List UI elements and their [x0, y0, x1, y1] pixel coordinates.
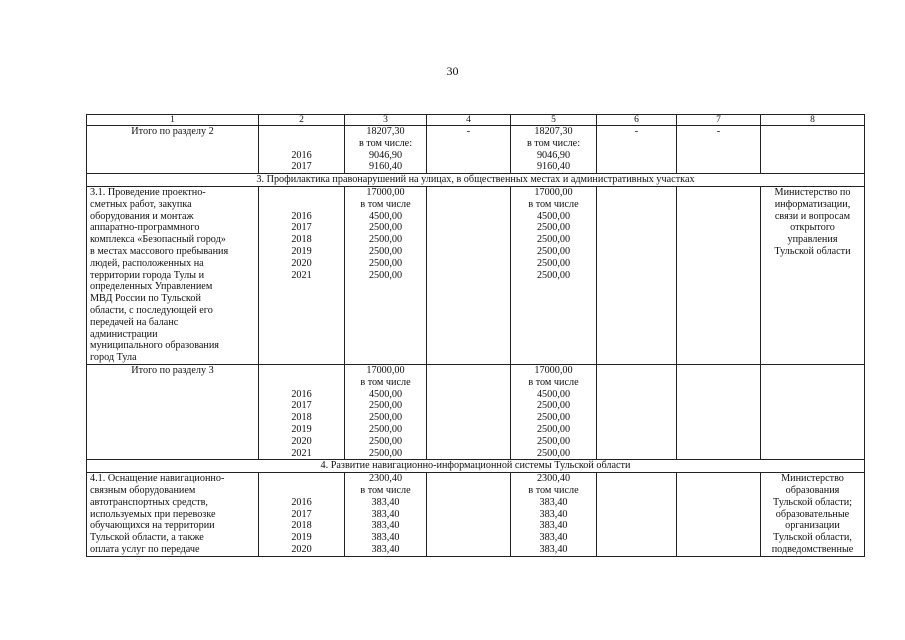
section3-heading: 3. Профилактика правонарушений на улицах, в общественных местах и административных участках	[87, 174, 865, 187]
item-4-1-description: 4.1. Оснащение навигационно- связным оборудованием автотранспортных средств, используемых при перевозке обучающихся на территории Тульской области, а также оплата услуг по передаче	[87, 473, 259, 557]
section3-heading-row	[87, 174, 865, 187]
program-table	[86, 114, 865, 557]
item-4-1-responsible: Министерство образования Тульской области; образовательные организации Тульской области, подведомственные	[761, 473, 865, 557]
section2-col3-values: 18207,30 в том числе: 9046,90 9160,40	[345, 126, 427, 174]
section2-years: 2016 2017	[259, 126, 345, 174]
section2-col5-values: 18207,30 в том числе: 9046,90 9160,40	[511, 126, 597, 174]
section4-heading: 4. Развитие навигационно-информационной системы Тульской области	[87, 460, 865, 473]
column-number: 4	[427, 115, 511, 126]
section2-col7-value: -	[677, 126, 761, 174]
item-4-1-col4-empty	[427, 473, 511, 557]
column-number: 6	[597, 115, 677, 126]
page-number: 30	[446, 64, 459, 78]
section3-total-col6-empty	[597, 364, 677, 459]
column-number: 7	[677, 115, 761, 126]
section3-total-col4-empty	[427, 364, 511, 459]
item-4-1-col7-empty	[677, 473, 761, 557]
section3-total-col5-values: 17000,00 в том числе 4500,00 2500,00 2500,00 2500,00 2500,00 2500,00	[511, 364, 597, 459]
item-3-1-col4-empty	[427, 186, 511, 364]
section3-total-years: 2016 2017 2018 2019 2020 2021	[259, 364, 345, 459]
column-number: 5	[511, 115, 597, 126]
section2-total-label: Итого по разделу 2	[87, 126, 259, 174]
column-number: 2	[259, 115, 345, 126]
section3-total-row	[87, 364, 865, 459]
item-3-1-description: 3.1. Проведение проектно- сметных работ, закупка оборудования и монтаж аппаратно-программного комплекса «Безопасный город» в местах массового пребывания людей, расположенных на территории города Тулы и определенных Управлением МВД России по Тульской области, с последующей его передачей на баланс администрации муниципального образования город Тула	[87, 186, 259, 364]
item-4-1-col3-values: 2300,40 в том числе 383,40 383,40 383,40 383,40 383,40	[345, 473, 427, 557]
section2-col6-value: -	[597, 126, 677, 174]
item-4-1-years: 2016 2017 2018 2019 2020	[259, 473, 345, 557]
column-number: 8	[761, 115, 865, 126]
section3-total-col8-empty	[761, 364, 865, 459]
section3-total-col3-values: 17000,00 в том числе 4500,00 2500,00 2500,00 2500,00 2500,00 2500,00	[345, 364, 427, 459]
column-number: 1	[87, 115, 259, 126]
column-number-row	[87, 115, 865, 126]
section3-total-label: Итого по разделу 3	[87, 364, 259, 459]
item-3-1-col3-values: 17000,00 в том числе 4500,00 2500,00 2500,00 2500,00 2500,00 2500,00	[345, 186, 427, 364]
item-3-1-col5-values: 17000,00 в том числе 4500,00 2500,00 2500,00 2500,00 2500,00 2500,00	[511, 186, 597, 364]
section2-col8-empty	[761, 126, 865, 174]
item-4-1-col5-values: 2300,40 в том числе 383,40 383,40 383,40 383,40 383,40	[511, 473, 597, 557]
section3-total-col7-empty	[677, 364, 761, 459]
item-4-1-col6-empty	[597, 473, 677, 557]
section2-col4-value: -	[427, 126, 511, 174]
section3-item-row	[87, 186, 865, 364]
section4-heading-row	[87, 460, 865, 473]
item-3-1-col6-empty	[597, 186, 677, 364]
item-3-1-responsible: Министерство по информатизации, связи и вопросам открытого управления Тульской области	[761, 186, 865, 364]
item-3-1-years: 2016 2017 2018 2019 2020 2021	[259, 186, 345, 364]
column-number: 3	[345, 115, 427, 126]
item-3-1-col7-empty	[677, 186, 761, 364]
section4-item-row	[87, 473, 865, 557]
section2-total-row	[87, 126, 865, 174]
